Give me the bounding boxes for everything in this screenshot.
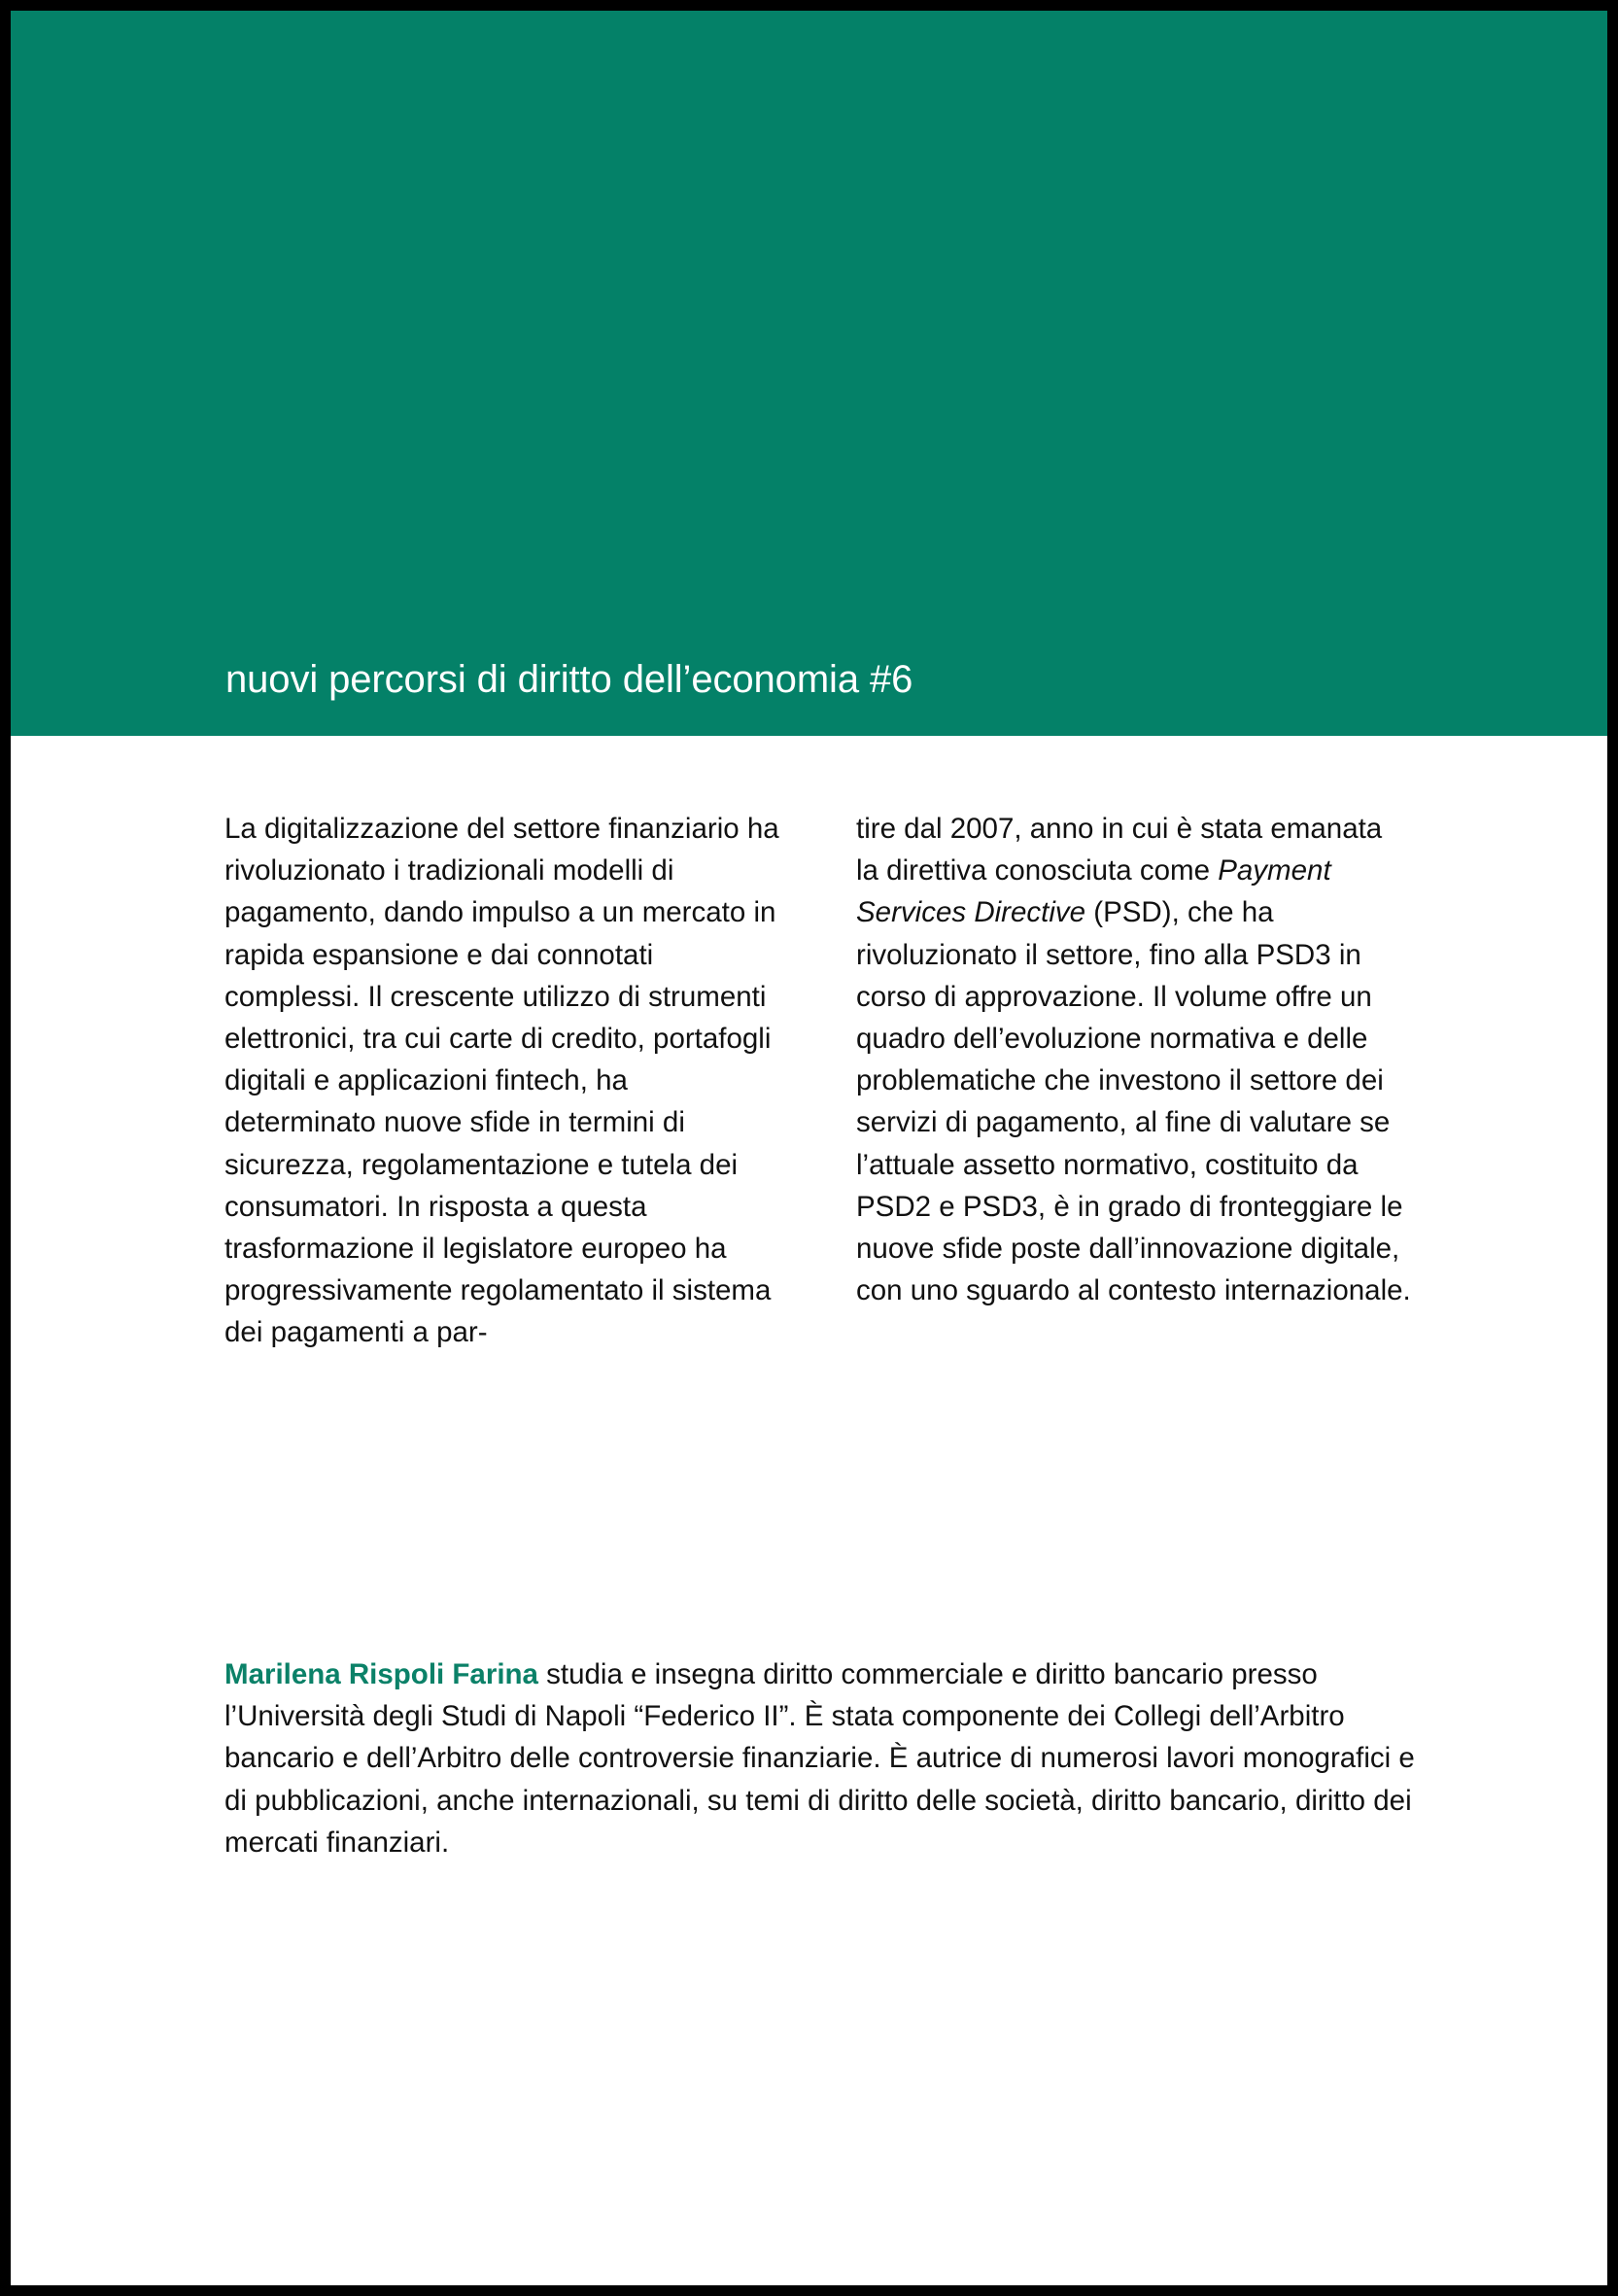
- blurb-right-column: [856, 808, 1412, 1354]
- blurb-columns: [224, 808, 1412, 1354]
- blurb-right-text-after-italic: (PSD), che ha rivoluzionato il settore, fino alla PSD3 in corso di approvazione. Il volume offre un quadro dell’evoluzione normativa e delle problematiche che investono il settore dei servizi di pagamento, al fine di valutare se l’attuale assetto normativo, costituito da PSD2 e PSD3, è in grado di fronteggiare le nuove sfide poste dall’innovazione digitale, con uno sguardo al contesto internazionale.: [856, 896, 1411, 1307]
- blurb-right-text-before-italic: tire dal 2007, anno in cui è stata emanata la direttiva conosciuta come: [856, 813, 1383, 887]
- series-title: nuovi percorsi di diritto dell’economia #6: [225, 658, 913, 701]
- directive-title-italic: Payment Services Directive: [856, 854, 1331, 929]
- green-header-band: [11, 11, 1607, 736]
- author-name: Marilena Rispoli Farina: [224, 1658, 538, 1690]
- cover-sheet: [11, 11, 1607, 2285]
- author-bio-text: studia e insegna diritto commerciale e diritto bancario presso l’Università degli Studi di Napoli “Federico II”. È stata componente dei Collegi dell’Arbitro bancario e dell’Arbitro delle controversie finanziarie. È autrice di numerosi lavori monografici e di pubblicazioni, anche internazionali, su temi di diritto delle società, diritto bancario, diritto dei mercati finanziari.: [224, 1658, 1415, 1859]
- blurb-left-column: La digitalizzazione del settore finanziario ha rivoluzionato i tradizionali modelli di pagamento, dando impulso a un mercato in rapida espansione e dai connotati complessi. Il crescente utilizzo di strumenti elettronici, tra cui carte di credito, portafogli digitali e applicazioni fintech, ha determinato nuove sfide in termini di sicurezza, regolamentazione e tutela dei consumatori. In risposta a questa trasformazione il legislatore europeo ha progressivamente regolamentato il sistema dei pagamenti a par-: [224, 813, 779, 1349]
- author-bio: [224, 1653, 1420, 1863]
